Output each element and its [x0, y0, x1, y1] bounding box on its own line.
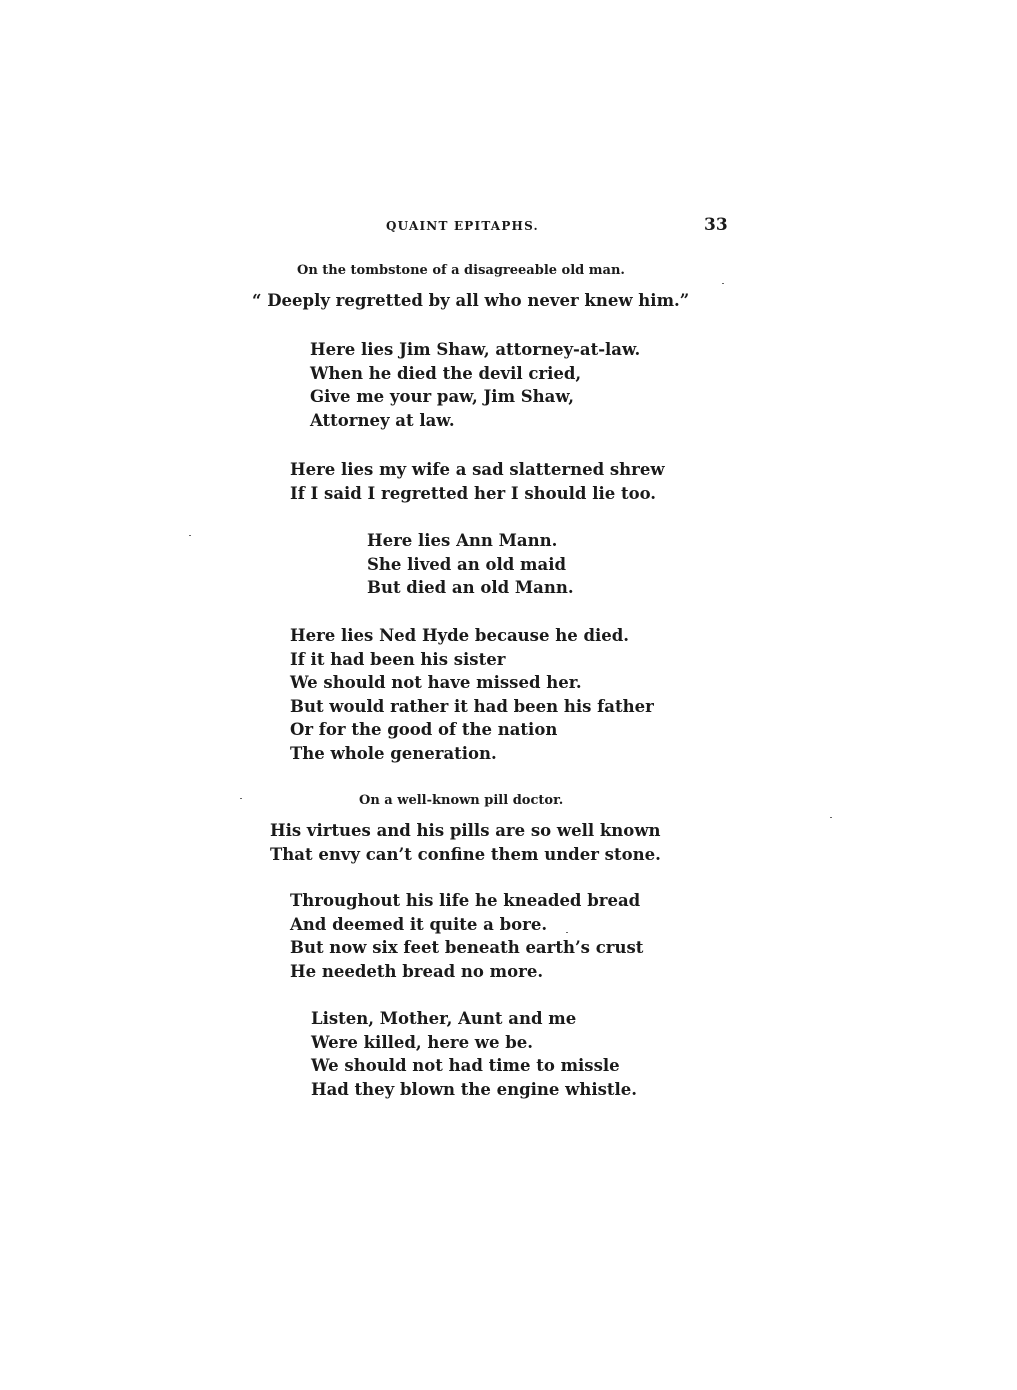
stanza-line: But would rather it had been his father — [290, 696, 654, 716]
stanza-line: Here lies Ned Hyde because he died. — [290, 626, 630, 645]
stanza-line: Listen, Mother, Aunt and me — [311, 1009, 577, 1028]
stanza-line: Here lies Ann Mann. — [367, 531, 558, 550]
stanza-ned-hyde — [290, 624, 654, 765]
stanza-jim-shaw — [310, 338, 640, 432]
stanza-line: She lived an old maid — [367, 554, 566, 574]
scan-speck — [189, 535, 191, 536]
stanza-baker — [290, 889, 643, 983]
disagreeable-caption: On the tombstone of a disagreeable old man. — [297, 263, 625, 278]
stanza-line: He needeth bread no more. — [290, 961, 544, 981]
stanza-line: We should not had time to missle — [311, 1056, 620, 1075]
disagreeable-quote: “ Deeply regretted by all who never knew him.” — [252, 291, 690, 310]
page-number: 33 — [704, 215, 728, 235]
stanza-line: Or for the good of the nation — [290, 720, 558, 739]
stanza-line: That envy can’t confine them under stone. — [270, 844, 661, 864]
stanza-line: Here lies Jim Shaw, attorney-at-law. — [310, 340, 641, 359]
stanza-line: Had they blown the engine whistle. — [311, 1079, 638, 1099]
stanza-pill-doctor — [270, 819, 661, 866]
scan-speck — [240, 798, 242, 799]
stanza-line: If I said I regretted her I should lie too. — [290, 483, 657, 503]
scan-speck — [722, 283, 724, 284]
stanza-line: Attorney at law. — [310, 410, 455, 430]
stanza-line: But died an old Mann. — [367, 578, 574, 597]
stanza-line: Give me your paw, Jim Shaw, — [310, 387, 574, 406]
running-title: QUAINT EPITAPHS. — [386, 219, 539, 233]
stanza-line: We should not have missed her. — [290, 673, 582, 692]
pill-doctor-caption: On a well-known pill doctor. — [359, 793, 564, 808]
stanza-line: His virtues and his pills are so well known — [270, 821, 661, 840]
stanza-line: Were killed, here we be. — [311, 1032, 534, 1052]
stanza-wife — [290, 458, 665, 505]
stanza-line: When he died the devil cried, — [310, 363, 582, 383]
stanza-engine-whistle — [311, 1007, 637, 1101]
stanza-line: Here lies my wife a sad slatterned shrew — [290, 460, 665, 479]
stanza-ann-mann — [367, 529, 574, 600]
stanza-line: Throughout his life he kneaded bread — [290, 891, 641, 910]
stanza-line: But now six feet beneath earth’s crust — [290, 938, 644, 957]
scan-speck — [830, 817, 832, 818]
scan-speck — [566, 932, 568, 933]
stanza-line: And deemed it quite a bore. — [290, 914, 548, 934]
stanza-line: The whole generation. — [290, 743, 497, 763]
stanza-line: If it had been his sister — [290, 649, 506, 669]
